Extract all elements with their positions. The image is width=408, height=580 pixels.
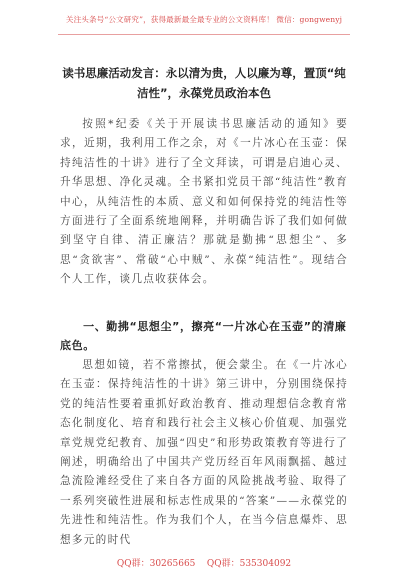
section-heading-1: 一、勤拂“思想尘”，擦亮“一片冰心在玉壶”的清廉底色。 xyxy=(60,320,347,353)
header-divider xyxy=(58,34,350,35)
section-1-paragraph: 思想如镜，若不常擦拭，便会蒙尘。在《一片冰心在玉壶：保持纯洁性的十讲》第三讲中，分别围绕保持党的纯洁性要着重抓好政治教育、推动理想信念教育常态化制度化、培育和践行社会主义核心价值观、加强党章党规党纪教育、加强“四史”和形势政策教育等进行了阐述，明确给出了中国共产党历经百年风雨飘摇、越过急流险滩经受住了来自各方面的风险挑战考验、取得了一系列突破性进展和标志性成果的“答案”——永葆党的先进性和纯洁性。作为我们个人，在当今信息爆炸、思想多元的时代 xyxy=(60,359,348,546)
page-header-notice: 关注头条号“公文研究”，获得最新最全最专业的公文资料库！ 微信：gongwenyj xyxy=(65,15,343,24)
page-footer-contact: QQ群：30265665 QQ群：535304092 xyxy=(116,559,292,569)
document-title: 读书思廉活动发言：永以清为贵，人以廉为尊，置顶“纯洁性”，永葆党员政治本色 xyxy=(62,66,346,100)
intro-paragraph: 按照*纪委《关于开展读书思廉活动的通知》要求，近期，我利用工作之余，对《一片冰心在玉壶：保持纯洁性的十讲》进行了全文拜读，可谓是启迪心灵、升华思想、净化灵魂。全书紧扣党员干部“纯洁性”教育中心，从纯洁性的本质、意义和如何保持党的纯洁性等方面进行了全面系统地阐释，并明确告诉了我们如何做到坚守自律、清正廉洁？那就是勤拂“思想尘”、多思“贪欲害”、常破“心中贼”、永葆“纯洁性”。现结合个人工作，谈几点收获体会。 xyxy=(60,118,348,286)
